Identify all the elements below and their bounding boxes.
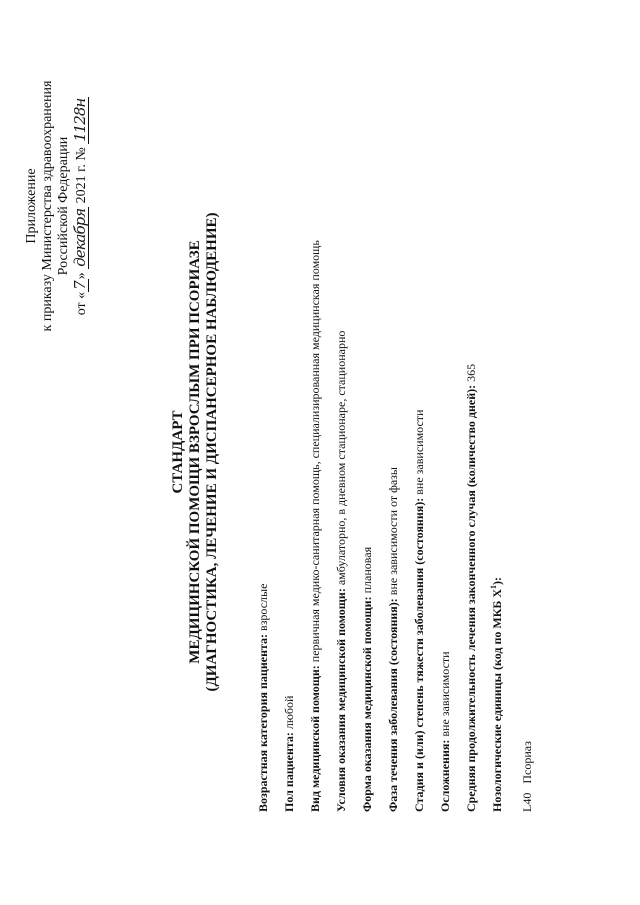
title-line-1: СТАНДАРТ <box>170 410 186 494</box>
title-line-2: МЕДИЦИНСКОЙ ПОМОЩИ ВЗРОСЛЫМ ПРИ ПСОРИАЗЕ <box>187 240 203 664</box>
field-nosology: Нозологические единицы (код по МКБ $X^1$): <box>489 576 504 812</box>
standard-fields <box>250 32 540 812</box>
appendix-block <box>24 56 90 356</box>
date-mid: » <box>74 272 89 280</box>
rotated-sheet <box>20 22 620 882</box>
nosology-code: L40 <box>520 792 534 812</box>
appendix-ministry: Российской Федерации <box>56 136 71 276</box>
date-prefix: от « <box>74 291 89 316</box>
document-title <box>170 22 221 882</box>
field-stage: Стадия и (или) степень тяжести заболевания (состояния): вне зависимости <box>412 409 426 812</box>
date-month: декабря <box>71 208 89 267</box>
nosology-entry <box>514 32 540 812</box>
appendix-order-ref: к приказу Министерства здравоохранения <box>40 80 55 332</box>
order-number: 1128н <box>71 98 89 142</box>
field-age: Возрастная категория пациента: взрослые <box>256 583 270 812</box>
date-day: 7 <box>71 281 89 290</box>
appendix-title: Приложение <box>24 168 39 244</box>
field-care-form: Форма оказания медицинской помощи: плановая <box>360 546 374 812</box>
field-care-conditions: Условия оказания медицинской помощи: амбулаторно, в дневном стационаре, стационарно <box>334 330 348 812</box>
field-duration: Средняя продолжительность лечения законченного случая (количество дней): 365 <box>464 363 478 812</box>
field-care-type: Вид медицинской помощи: первичная медико-санитарная помощь, специализированная медицинская помощь <box>308 240 322 812</box>
nosology-name: Псориаз <box>520 741 534 784</box>
field-complications: Осложнения: вне зависимости <box>438 651 452 812</box>
field-sex: Пол пациента: любой <box>282 695 296 812</box>
date-year: 2021 г. № <box>74 147 89 204</box>
title-line-3: (ДИАГНОСТИКА, ЛЕЧЕНИЕ И ДИСПАНСЕРНОЕ НАБЛЮДЕНИЕ) <box>204 212 220 692</box>
field-phase: Фаза течения заболевания (состояния): вне зависимости от фазы <box>386 467 400 812</box>
appendix-date-line <box>72 56 90 356</box>
